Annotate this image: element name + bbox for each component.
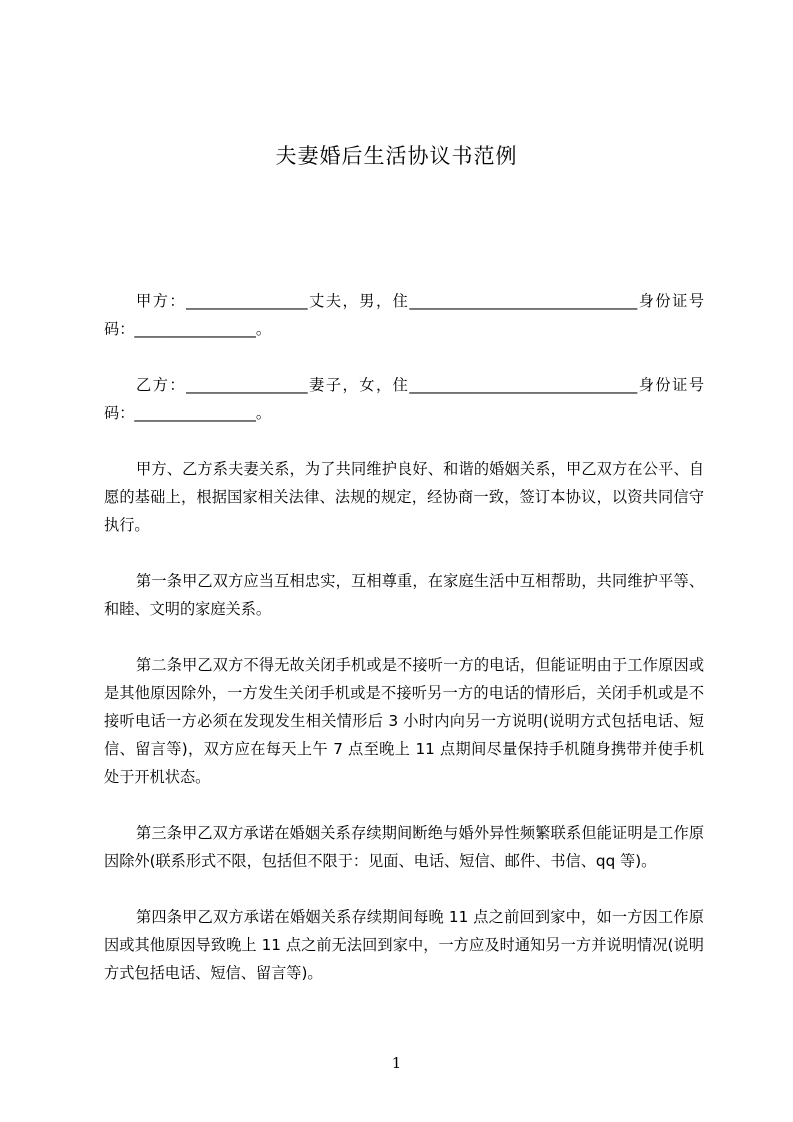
article-1-paragraph: 第一条甲乙双方应当互相忠实，互相尊重，在家庭生活中互相帮助，共同维护平等、和睦、文明的家庭关系。	[104, 572, 704, 618]
party-a-paragraph: 甲方：________________丈夫，男，住______________________________身份证号码：________________。	[104, 292, 704, 338]
party-b-paragraph: 乙方：________________妻子，女，住______________________________身份证号码：________________。	[104, 376, 704, 422]
article-3-paragraph: 第三条甲乙双方承诺在婚姻关系存续期间断绝与婚外异性频繁联系但能证明是工作原因除外(联系形式不限，包括但不限于：见面、电话、短信、邮件、书信、qq 等)。	[104, 824, 704, 870]
document-title: 夫妻婚后生活协议书范例	[275, 144, 518, 168]
article-4-paragraph: 第四条甲乙双方承诺在婚姻关系存续期间每晚 11 点之前回到家中，如一方因工作原因或其他原因导致晚上 11 点之前无法回到家中，一方应及时通知另一方并说明情况(说明方式包括电话、短信、留言等)。	[104, 908, 704, 982]
page-number: 1	[391, 1054, 402, 1072]
document-body	[104, 287, 704, 1015]
article-2-paragraph: 第二条甲乙双方不得无故关闭手机或是不接听一方的电话，但能证明由于工作原因或是其他原因除外，一方发生关闭手机或是不接听另一方的电话的情形后，关闭手机或是不接听电话一方必须在发现发生相关情形后 3 小时内向另一方说明(说明方式包括电话、短信、留言等)，双方应在每天上午 7 点至晚上 11 点期间尽量保持手机随身携带并使手机处于开机状态。	[104, 656, 704, 786]
preamble-paragraph: 甲方、乙方系夫妻关系，为了共同维护良好、和谐的婚姻关系，甲乙双方在公平、自愿的基础上，根据国家相关法律、法规的规定，经协商一致，签订本协议，以资共同信守执行。	[104, 460, 704, 534]
